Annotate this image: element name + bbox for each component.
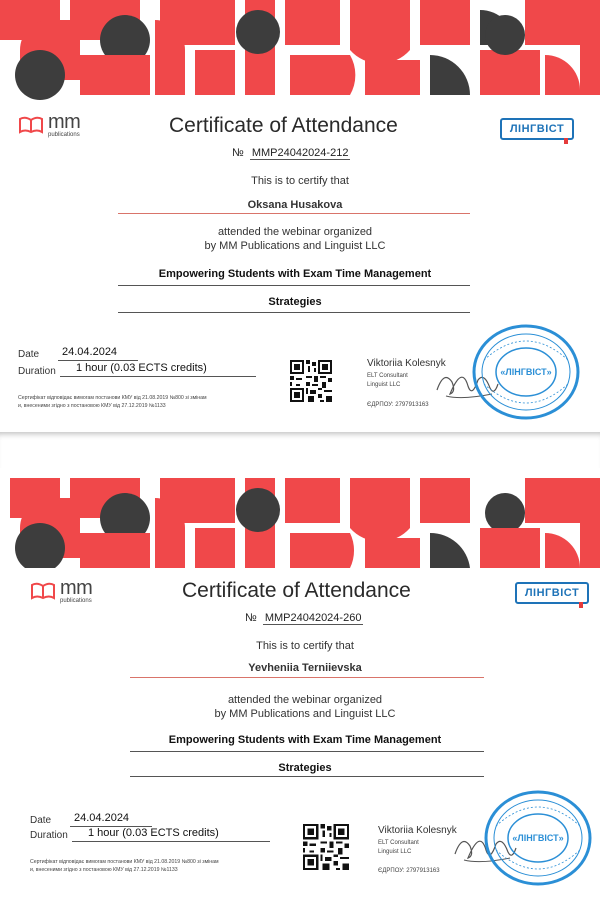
- duration-label: Duration: [18, 366, 56, 377]
- company-stamp: [482, 788, 594, 888]
- logo-mark: mm: [60, 577, 93, 599]
- attended-line-1: attended the webinar organized: [227, 694, 383, 706]
- certificate-number: [232, 147, 350, 160]
- signer-org: Linguist LLC: [367, 382, 401, 388]
- certificate-number: [245, 612, 363, 625]
- webinar-title-line-1: Empowering Students with Exam Time Management: [158, 268, 432, 280]
- lingvist-logo: ЛІНГВІСТ: [515, 582, 589, 604]
- decorative-banner: [0, 0, 600, 100]
- date-value: 24.04.2024: [62, 346, 118, 358]
- certify-text: This is to certify that: [251, 175, 349, 187]
- duration-underline: [72, 841, 270, 842]
- qr-code[interactable]: [303, 824, 349, 870]
- certificate-2: [10, 468, 600, 900]
- page-separator: [0, 432, 600, 468]
- date-value: 24.04.2024: [74, 812, 130, 824]
- logo-subtext: publications: [48, 132, 80, 138]
- recipient-name: Yevheniia Terniievska: [248, 662, 362, 674]
- duration-value: 1 hour (0.03 ECTS credits): [88, 827, 219, 839]
- qr-code[interactable]: [290, 360, 332, 402]
- legal-note: [30, 858, 280, 874]
- legal-note-line-2: и, внесеними згідно з постановою КМУ від 27.12.2019 №1133: [30, 867, 178, 873]
- lingvist-logo: ЛІНГВІСТ: [500, 118, 574, 140]
- signer-name: Viktoriia Kolesnyk: [367, 358, 446, 369]
- number-prefix: №: [232, 147, 244, 159]
- recipient-underline: [130, 677, 484, 678]
- book-icon: [30, 582, 56, 600]
- mm-publications-logo: [30, 578, 92, 604]
- certificate-title: Certificate of Attendance: [169, 114, 398, 137]
- legal-note-line-1: Сертифікат відповідає вимогам постанови КМУ від 21.08.2019 №800 зі змінам: [18, 395, 207, 401]
- decorative-banner: [10, 468, 600, 568]
- signer-role: ELT Consultant: [378, 840, 419, 846]
- legal-note-line-1: Сертифікат відповідає вимогам постанови КМУ від 21.08.2019 №800 зі змінам: [30, 859, 219, 865]
- webinar-title-line-1: Empowering Students with Exam Time Management: [168, 734, 442, 746]
- logo-mark: mm: [48, 111, 81, 133]
- attended-line-1: attended the webinar organized: [217, 226, 373, 238]
- stamp-text: «ЛІНГВІСТ»: [500, 367, 552, 377]
- number-value: MMP24042024-260: [264, 612, 362, 624]
- recipient-name: Oksana Husakova: [247, 199, 343, 211]
- edrpou-code: ЄДРПОУ: 2797913163: [378, 868, 440, 874]
- attended-line-2: by MM Publications and Linguist LLC: [204, 240, 386, 252]
- certificate-1: [0, 0, 600, 432]
- edrpou-code: ЄДРПОУ: 2797913163: [367, 402, 429, 408]
- date-underline: [58, 360, 138, 361]
- book-icon: [18, 116, 44, 134]
- duration-value: 1 hour (0.03 ECTS credits): [76, 362, 207, 374]
- certify-text: This is to certify that: [256, 640, 354, 652]
- attended-line-2: by MM Publications and Linguist LLC: [214, 708, 396, 720]
- date-label: Date: [18, 349, 40, 360]
- logo-subtext: publications: [60, 598, 92, 604]
- signer-name: Viktoriia Kolesnyk: [378, 825, 457, 836]
- certificate-title: Certificate of Attendance: [182, 579, 411, 602]
- mm-publications-logo: [18, 112, 80, 138]
- webinar-title-line-2: Strategies: [268, 296, 322, 308]
- webinar-underline-2: [130, 776, 484, 777]
- webinar-title-line-2: Strategies: [278, 762, 332, 774]
- company-stamp: [470, 322, 582, 422]
- legal-note-line-2: и, внесеними згідно з постановою КМУ від 27.12.2019 №1133: [18, 403, 166, 409]
- legal-note: [18, 394, 268, 410]
- signer-org: Linguist LLC: [378, 849, 412, 855]
- duration-label: Duration: [30, 830, 68, 841]
- date-label: Date: [30, 815, 52, 826]
- number-prefix: №: [245, 612, 257, 624]
- webinar-underline-1: [118, 285, 470, 286]
- stamp-text: «ЛІНГВІСТ»: [512, 833, 564, 843]
- number-value: MMP24042024-212: [251, 147, 349, 159]
- recipient-underline: [118, 213, 470, 214]
- signer-role: ELT Consultant: [367, 373, 408, 379]
- duration-underline: [60, 376, 256, 377]
- webinar-underline-2: [118, 312, 470, 313]
- webinar-underline-1: [130, 751, 484, 752]
